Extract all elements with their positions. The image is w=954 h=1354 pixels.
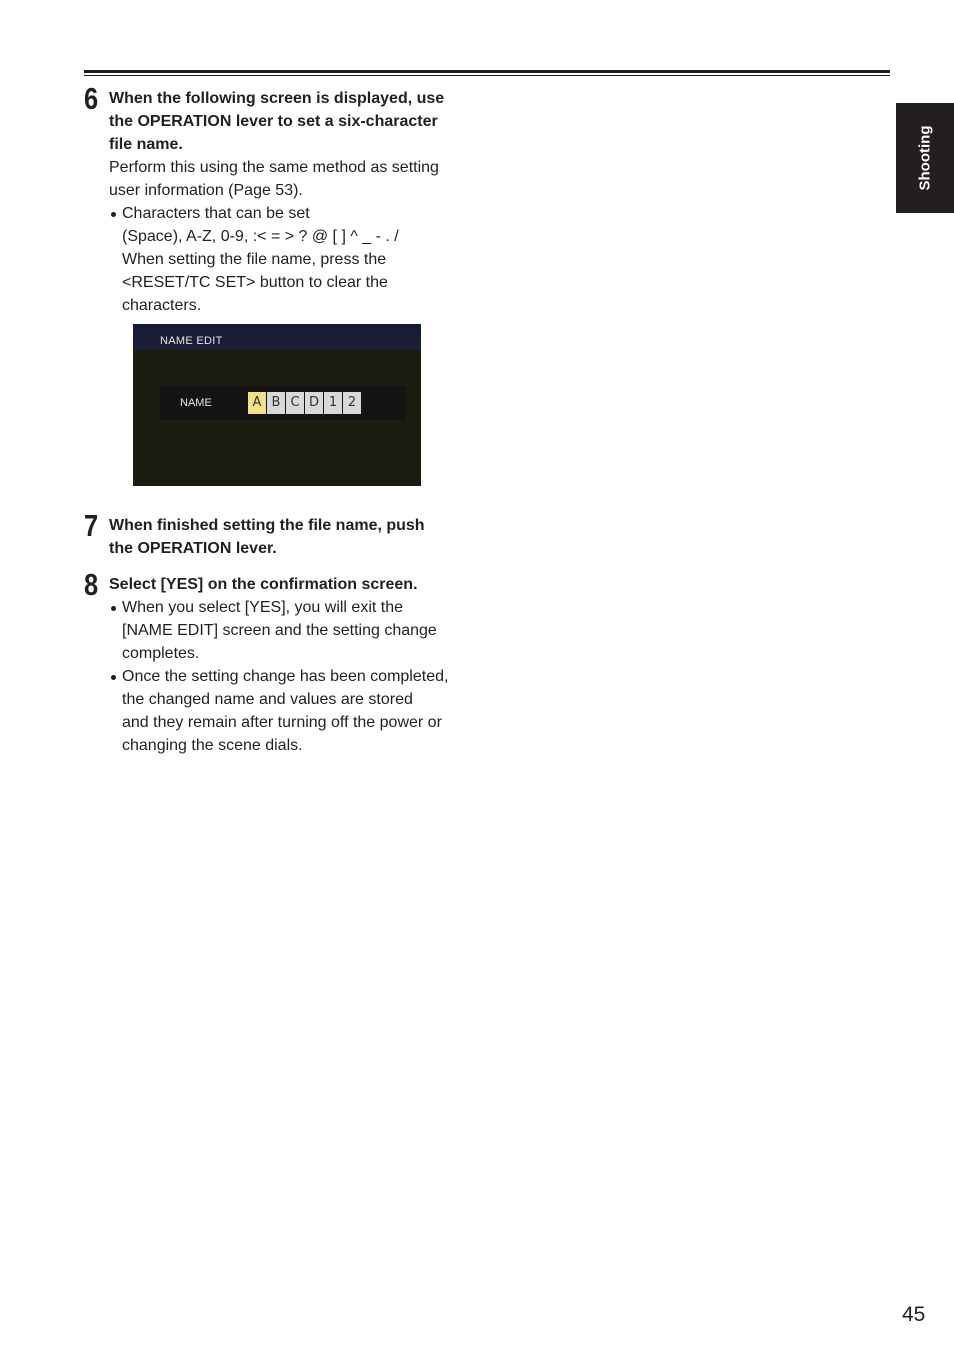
character-cell: D (305, 392, 323, 414)
heading-line: the OPERATION lever to set a six-character (109, 113, 438, 130)
section-tab-label: Shooting (916, 125, 934, 191)
step-number: 8 (84, 567, 99, 602)
heading-line: the OPERATION lever. (109, 540, 277, 557)
character-cell: C (286, 392, 304, 414)
character-cells (248, 392, 362, 414)
bullet-line: <RESET/TC SET> button to clear the (122, 274, 388, 291)
step-heading (109, 573, 479, 596)
bullet-item (109, 596, 479, 665)
step-body (109, 573, 479, 757)
name-label: NAME (180, 397, 212, 409)
step-body (109, 514, 479, 560)
character-cell: B (267, 392, 285, 414)
para-line: user information (Page 53). (109, 182, 303, 199)
bullet-line: and they remain after turning off the power or (122, 714, 442, 731)
bullet-line: the changed name and values are stored (122, 691, 413, 708)
name-row (160, 386, 406, 420)
bullet-item (109, 665, 479, 757)
heading-line: Select [YES] on the confirmation screen. (109, 576, 418, 593)
character-cell: 1 (324, 392, 342, 414)
step-heading (109, 514, 479, 560)
bullet-line: characters. (122, 297, 202, 314)
bullet-line: changing the scene dials. (122, 737, 303, 754)
heading-line: file name. (109, 136, 183, 153)
step-heading (109, 87, 479, 156)
step-number: 6 (84, 81, 99, 116)
step-number: 7 (84, 508, 99, 543)
name-edit-screen-image (133, 324, 421, 486)
bullet-line: completes. (122, 645, 200, 662)
bullet-line: When you select [YES], you will exit the (122, 599, 404, 616)
screen-title: NAME EDIT (160, 335, 223, 347)
bullet-item (109, 202, 479, 317)
bullet-line: [NAME EDIT] screen and the setting change (122, 622, 437, 639)
bullet-line: (Space), A-Z, 0-9, :< = > ? @ [ ] ^ _ - . / (122, 228, 399, 245)
step-paragraph (109, 156, 479, 202)
section-tab (896, 103, 954, 213)
bullet-line: Characters that can be set (122, 205, 310, 222)
header-rule (84, 70, 890, 73)
heading-line: When finished setting the file name, push (109, 517, 425, 534)
character-cell: 2 (343, 392, 361, 414)
para-line: Perform this using the same method as setting (109, 159, 439, 176)
character-cell: A (248, 392, 266, 414)
step-body (109, 87, 479, 317)
bullet-line: Once the setting change has been completed, (122, 668, 449, 685)
bullet-line: When setting the file name, press the (122, 251, 387, 268)
page-number: 45 (902, 1303, 926, 1326)
heading-line: When the following screen is displayed, use (109, 90, 445, 107)
header-rule-thin (84, 75, 890, 76)
